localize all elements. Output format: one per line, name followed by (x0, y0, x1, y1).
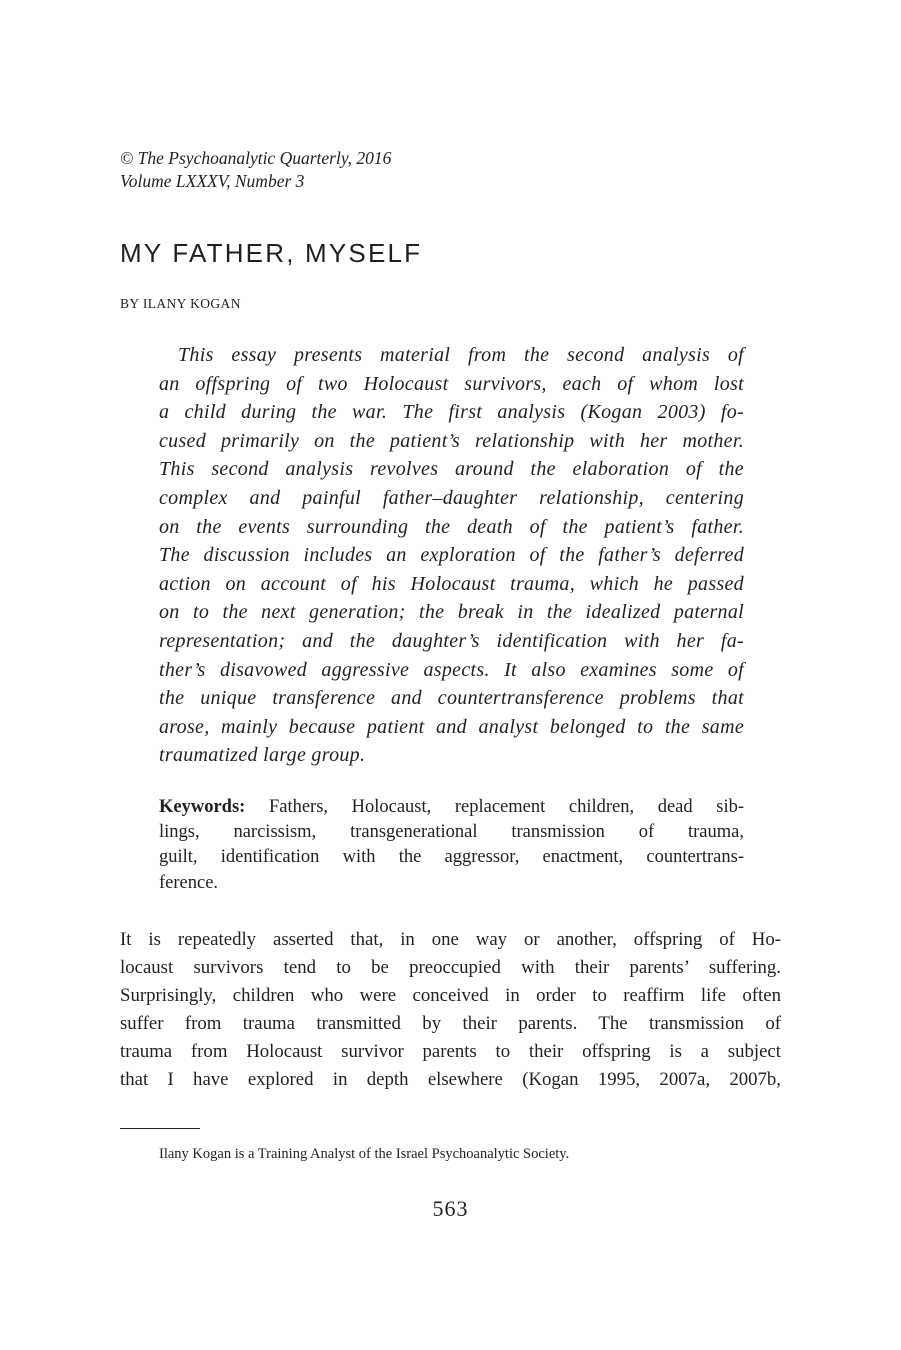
body-paragraph (120, 926, 781, 1095)
author-byline: BY ILANY KOGAN (120, 296, 241, 311)
abstract-line: representation; and the daughter’s identification with her fa- (159, 629, 744, 652)
body-line: Surprisingly, children who were conceived in order to reaffirm life often (120, 985, 781, 1007)
keywords-first-line (159, 795, 744, 820)
abstract-line: cused primarily on the patient’s relationship with her mother. (159, 429, 744, 452)
body-line: trauma from Holocaust survivor parents to their offspring is a subject (120, 1041, 781, 1063)
body-line: It is repeatedly asserted that, in one way or another, offspring of Ho- (120, 929, 781, 950)
body-line: that I have explored in depth elsewhere (Kogan 1995, 2007a, 2007b, (120, 1069, 781, 1091)
body-line: suffer from trauma transmitted by their parents. The transmission of (120, 1013, 781, 1035)
page-number: 563 (432, 1196, 469, 1221)
keywords (159, 795, 744, 896)
abstract-line: This second analysis revolves around the elaboration of the (159, 458, 744, 481)
abstract-line: complex and painful father–daughter relationship, centering (159, 486, 744, 509)
abstract-line: on the events surrounding the death of the patient’s father. (159, 515, 744, 538)
footnote-rule (120, 1128, 200, 1129)
keywords-text: Fathers, Holocaust, replacement children, dead sib- (268, 797, 744, 817)
keywords-line: ference. (159, 872, 219, 893)
journal-citation: © The Psychoanalytic Quarterly, 2016 (120, 148, 392, 168)
abstract-line: on to the next generation; the break in the idealized paternal (159, 601, 744, 624)
article-title: MY FATHER, MYSELF (120, 238, 423, 268)
abstract-line: the unique transference and countertransference problems that (159, 687, 744, 710)
abstract-line: This essay presents material from the second analysis of (178, 344, 744, 366)
keywords-label: Keywords: (159, 797, 246, 817)
abstract (159, 341, 744, 770)
keywords-line: lings, narcissism, transgenerational transmission of trauma, (159, 822, 744, 843)
volume-number: Volume LXXXV, Number 3 (120, 171, 305, 191)
abstract-line: traumatized large group. (159, 744, 366, 767)
keywords-line: guilt, identification with the aggressor, enactment, countertrans- (159, 847, 744, 868)
abstract-line: a child during the war. The first analysis (Kogan 2003) fo- (159, 401, 744, 424)
body-line: locaust survivors tend to be preoccupied with their parents’ suffering. (120, 957, 781, 979)
author-footnote: Ilany Kogan is a Training Analyst of the Israel Psychoanalytic Society. (159, 1146, 570, 1162)
abstract-line: ther’s disavowed aggressive aspects. It also examines some of (159, 658, 744, 681)
abstract-line: action on account of his Holocaust trauma, which he passed (159, 572, 744, 595)
abstract-line: an offspring of two Holocaust survivors, each of whom lost (159, 372, 744, 395)
abstract-line: arose, mainly because patient and analyst belonged to the same (159, 715, 744, 738)
journal-header (120, 147, 391, 193)
abstract-line: The discussion includes an exploration of the father’s deferred (159, 544, 744, 567)
